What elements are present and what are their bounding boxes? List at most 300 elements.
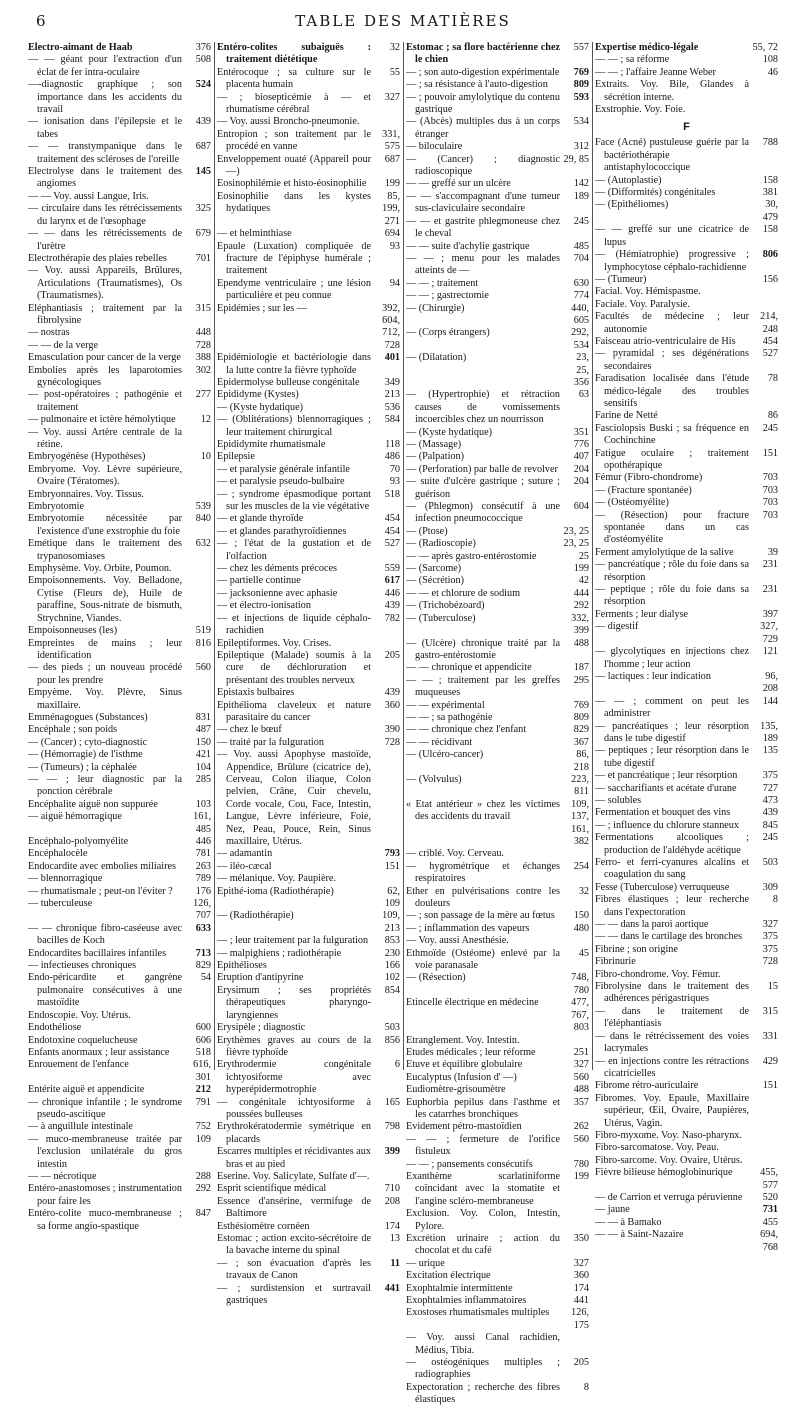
index-entry <box>217 526 400 538</box>
entry-pages: 704 <box>573 252 589 264</box>
entry-pages: 126, 707 <box>193 898 211 922</box>
entry-text: — nostras <box>28 327 70 339</box>
index-entry <box>406 389 589 426</box>
index-entry <box>217 178 400 190</box>
entry-text: — peptique ; rôle du foie dans sa résorption <box>595 584 749 608</box>
entry-pages: 23, 25, 356 <box>573 352 589 388</box>
entry-pages: 557 <box>573 42 589 53</box>
index-entry <box>595 497 778 509</box>
index-entry <box>595 336 778 348</box>
entry-pages: 397 <box>762 608 778 620</box>
entry-pages: 392, 604, 712, 728 <box>382 302 400 351</box>
index-entry <box>28 427 211 452</box>
entry-pages: 713 <box>195 947 211 959</box>
index-entry <box>595 137 778 174</box>
index-entry <box>595 299 778 311</box>
index-entry <box>406 662 589 674</box>
entry-pages: 518 <box>195 1046 211 1058</box>
entry-text: — — à Bamako <box>595 1216 662 1228</box>
entry-pages: 302 <box>195 364 211 376</box>
entry-text: — (Fracture spontanée) <box>595 484 692 496</box>
entry-text: Faradisation localisée dans l'étude médico-légale des troubles sensitifs <box>595 373 749 409</box>
entry-pages: 853 <box>384 935 400 947</box>
index-entry <box>28 352 211 364</box>
entry-pages: 360 <box>384 699 400 711</box>
entry-text: Erythrodermie congénitale ichtyosiforme avec hyperépidermotrophie <box>217 1059 371 1096</box>
entry-text: — glycolytiques en injections chez l'homme ; leur action <box>595 646 749 670</box>
index-entry <box>217 414 400 439</box>
entry-text: — (Sarcome) <box>406 563 462 575</box>
entry-text: — circulaire dans les rétrécissements du larynx et de l'œsophage <box>28 203 182 227</box>
entry-text: Entéro-colites subaiguës : traitement diététique <box>217 42 371 66</box>
entry-text: Escarres multiples et récidivantes aux bras et au pied <box>217 1146 371 1170</box>
entry-text: — Voy. aussi Broncho-pneumonie. <box>217 116 360 128</box>
index-entry <box>28 575 211 625</box>
index-entry <box>28 1134 211 1171</box>
index-entry <box>217 241 400 278</box>
entry-pages: 85, 199, 271 <box>382 190 400 227</box>
index-entry <box>217 489 400 514</box>
entry-pages: 12 <box>200 414 211 426</box>
entry-text: — criblé. Voy. Cerveau. <box>406 848 504 860</box>
index-entry <box>595 224 778 249</box>
entry-text: Extraits. Voy. Bile, Glandes à sécrétion interne. <box>595 79 749 103</box>
entry-pages: 263 <box>195 860 211 872</box>
entry-text: — Voy. aussi Artère centrale de la rétine. <box>28 426 182 450</box>
entry-pages <box>185 191 211 203</box>
entry-text: Ferments ; leur dialyse <box>595 608 689 620</box>
entry-text: — — chronique fibro-caséeuse avec bacilles de Koch <box>28 922 182 947</box>
entry-pages: 327 <box>384 91 400 103</box>
index-entry <box>406 1307 589 1332</box>
entry-pages: 375 <box>762 770 778 782</box>
index-entry <box>406 1097 589 1122</box>
entry-text: Fémur (Fibro-chondrome) <box>595 472 703 484</box>
entry-pages: 212 <box>195 1084 211 1096</box>
entry-pages: 520 <box>762 1191 778 1203</box>
entry-pages: 254 <box>573 860 589 872</box>
entry-pages: 604 <box>573 501 589 513</box>
index-entry <box>406 1332 589 1357</box>
entry-pages: 165 <box>384 1096 400 1108</box>
entry-text: — (Ulcère) chronique traité par la gastro-entérostomie <box>406 637 560 661</box>
page-header <box>28 8 778 34</box>
entry-pages: 780 <box>573 1158 589 1170</box>
entry-pages: 315 <box>762 1005 778 1017</box>
entry-pages: 94 <box>389 277 400 289</box>
index-entry <box>28 972 211 1009</box>
entry-text: Fibrinurie <box>595 956 636 968</box>
entry-text: — (Hémorragie) de l'isthme <box>28 749 143 761</box>
entry-text: — et helminthiase <box>217 228 292 240</box>
index-entry <box>595 671 778 696</box>
index-entry <box>406 92 589 117</box>
index-entry <box>217 352 400 377</box>
entry-text: Fermentation et bouquet des vins <box>595 807 731 819</box>
index-entry <box>595 969 778 981</box>
entry-pages: 46 <box>767 66 778 78</box>
entry-pages: 174 <box>384 1220 400 1232</box>
index-entry <box>595 286 778 298</box>
entry-text: — — ; pansements consécutifs <box>406 1158 533 1170</box>
index-entry <box>217 1258 400 1283</box>
entry-pages: 679 <box>195 228 211 240</box>
index-entry <box>595 1142 778 1154</box>
index-entry <box>595 882 778 894</box>
index-entry <box>28 762 211 774</box>
index-entry <box>28 1035 211 1047</box>
index-entry <box>595 1229 778 1254</box>
entry-text: — et paralysie pseudo-bulbaire <box>217 476 345 488</box>
entry-pages: 829 <box>573 724 589 736</box>
entry-pages: 62, 109 <box>384 885 400 910</box>
entry-pages: 845 <box>762 819 778 831</box>
entry-text: Ethmoïde (Ostéome) enlevé par la voie paranasale <box>406 947 560 972</box>
entry-text: — infectieuses chroniques <box>28 960 137 972</box>
entry-text: Embryotomie <box>28 501 85 513</box>
entry-pages: 701 <box>195 252 211 264</box>
index-entry <box>28 687 211 712</box>
entry-text: Evidement pétro-mastoïdien <box>406 1121 522 1133</box>
index-entry <box>28 563 211 575</box>
entry-pages <box>752 1142 778 1154</box>
entry-pages: 360 <box>573 1270 589 1282</box>
entry-pages: 161, 485 <box>193 811 211 835</box>
index-entry <box>406 1035 589 1047</box>
entry-pages: 135, 189 <box>760 720 778 744</box>
index-entry <box>217 687 400 699</box>
index-entry <box>217 389 400 401</box>
entry-pages: 54 <box>200 972 211 984</box>
entry-pages: 429 <box>762 1055 778 1067</box>
entry-text: Fibromes. Voy. Epaule, Maxillaire supérieur, Œil, Ovaire, Paupières, Utérus, Vagin. <box>595 1092 749 1129</box>
entry-pages: 791 <box>195 1096 211 1108</box>
entry-text: Eléphantiasis ; traitement par la fibrolysine <box>28 302 182 326</box>
index-entry <box>595 919 778 931</box>
index-entry <box>595 1167 778 1192</box>
entry-pages: 560 <box>195 662 211 674</box>
index-entry <box>595 1056 778 1081</box>
entry-pages: 205 <box>573 1357 589 1369</box>
entry-pages: 367 <box>573 736 589 748</box>
index-entry <box>217 1035 400 1060</box>
index-entry <box>217 42 400 67</box>
entry-pages <box>374 873 400 885</box>
index-entry <box>28 873 211 885</box>
entry-text: — (Radioscopie) <box>406 538 476 550</box>
entry-text: Fibro-chondrome. Voy. Fémur. <box>595 968 721 980</box>
entry-text: Exstrophie. Voy. Foie. <box>595 104 686 116</box>
index-entry <box>28 79 211 116</box>
entry-text: — — chronique et appendicite <box>406 662 532 674</box>
entry-pages <box>185 489 211 501</box>
index-entry <box>28 836 211 848</box>
entry-text: — à anguillule intestinale <box>28 1121 133 1133</box>
entry-pages: 8 <box>772 894 778 906</box>
index-entry <box>217 588 400 600</box>
index-entry <box>595 199 778 224</box>
entry-text: —-diagnostic graphique ; son importance dans les accidents du travail <box>28 79 182 116</box>
entry-pages: 454 <box>384 525 400 537</box>
entry-text: Epidermolyse bulleuse congénitale <box>217 376 360 388</box>
entry-text: Empoisonneuses (les) <box>28 625 118 637</box>
entry-text: — et électro-ionisation <box>217 600 311 612</box>
index-entry <box>595 274 778 286</box>
entry-text: — — suite d'achylie gastrique <box>406 240 530 252</box>
entry-text: Entropion ; son traitement par le procédé en vanne <box>217 128 371 153</box>
entry-text: — — chronique chez l'enfant <box>406 724 527 736</box>
entry-text: — et paralysie générale infantile <box>217 463 350 475</box>
entry-text: Electro-aimant de Haab <box>28 42 133 53</box>
entry-text: Eserine. Voy. Salicylate, Sulfate d'—. <box>217 1170 370 1182</box>
entry-text: Fibro-myxome. Voy. Naso-pharynx. <box>595 1129 742 1141</box>
entry-pages: 245 <box>573 215 589 227</box>
entry-pages <box>374 116 400 128</box>
entry-text: — dans le traitement de l'éléphantiasis <box>595 1005 749 1030</box>
entry-text: Electrothérapie des plaies rebelles <box>28 252 167 264</box>
index-entry <box>28 42 211 54</box>
index-entry <box>217 154 400 179</box>
index-entry <box>595 783 778 795</box>
entry-pages: 781 <box>195 848 211 860</box>
entry-text: Esthésiomètre cornéen <box>217 1220 310 1232</box>
index-entry <box>595 79 778 104</box>
column-divider <box>214 42 215 1070</box>
index-entry <box>28 538 211 563</box>
index-entry <box>406 551 589 563</box>
entry-pages <box>185 1010 211 1022</box>
entry-text: Embryogénèse (Hypothèses) <box>28 451 146 463</box>
index-entry <box>595 944 778 956</box>
index-entry <box>28 327 211 339</box>
index-entry <box>406 848 589 860</box>
index-entry <box>406 1357 589 1382</box>
entry-pages: 710 <box>384 1183 400 1195</box>
index-entry <box>217 972 400 984</box>
entry-text: — — ; traitement <box>406 277 479 289</box>
entry-text: Embryotomie nécessitée par l'existence d'une exstrophie du foie <box>28 513 182 537</box>
entry-text: — ; son évacuation d'après les travaux de Canon <box>217 1257 371 1282</box>
entry-text: Eosinophilémie et histo-éosinophilie <box>217 178 367 190</box>
entry-text: Fatigue oculaire ; traitement opothérapique <box>595 447 749 471</box>
entry-text: Etincelle électrique en médecine <box>406 997 539 1009</box>
index-entry <box>217 1171 400 1183</box>
entry-pages: 728 <box>195 339 211 351</box>
index-entry <box>217 278 400 303</box>
entry-text: — ionisation dans l'épilepsie et le tabes <box>28 116 182 140</box>
entry-pages: 327 <box>573 1257 589 1269</box>
entry-pages: 166 <box>384 960 400 972</box>
entry-text: Essence d'ansérine, vermifuge de Baltimore <box>217 1195 371 1220</box>
entry-pages: 485 <box>573 240 589 252</box>
entry-text: Fasciolopsis Buski ; sa fréquence en Cochinchine <box>595 422 749 447</box>
index-entry <box>406 1159 589 1171</box>
entry-pages: 375 <box>762 943 778 955</box>
entry-text: Epaule (Luxation) compliquée de fracture de l'épiphyse humérale ; traitement <box>217 240 371 277</box>
entry-text: Erythrokératodermie symétrique en placards <box>217 1121 371 1145</box>
entry-pages: 518 <box>384 488 400 500</box>
entry-text: — — ; gastrectomie <box>406 290 489 302</box>
index-entry <box>406 1295 589 1307</box>
index-entry <box>28 799 211 811</box>
index-entry <box>28 489 211 501</box>
index-entry <box>406 737 589 749</box>
entry-pages: 10 <box>200 451 211 463</box>
index-entry <box>217 1183 400 1195</box>
entry-text: Epithé-ioma (Radiothérapie) <box>217 885 334 897</box>
entry-text: — Voy. aussi Apophyse mastoïde, Appendice, Brûlure (cicatrice de), Cerveau, Colon iliaque, Colon pelvien, Crâne, Cuir chevelu, Corde vocale, Cou, Face, Intestin, Langue, Lèvre inférieure, Foie, Nez, Peau, Pouce, Rein, Sinus maxillaire, Utérus. <box>217 749 371 847</box>
entry-text: — peptiques ; leur résorption dans le tube digestif <box>595 745 749 769</box>
entry-pages: 439 <box>195 116 211 128</box>
entry-text: — (Chirurgie) <box>406 302 465 314</box>
entry-text: Face (Acné) pustuleuse guérie par la bactériothérapie antistaphylococcique <box>595 137 749 174</box>
entry-text: — (Abcès) multiples dus à un corps étranger <box>406 116 560 140</box>
entry-pages: 187 <box>573 662 589 674</box>
index-entry <box>406 923 589 935</box>
entry-text: — ; pouvoir amylolytique du contenu gastrique <box>406 91 560 116</box>
index-entry <box>28 625 211 637</box>
index-entry <box>28 513 211 538</box>
entry-pages: 782 <box>384 612 400 624</box>
index-entry <box>406 538 589 550</box>
index-entry <box>406 935 589 947</box>
entry-pages: 103 <box>195 798 211 810</box>
entry-text: Epidémies ; sur les — <box>217 302 307 314</box>
entry-pages: 508 <box>195 54 211 66</box>
entry-pages: 108 <box>762 54 778 66</box>
index-entry <box>406 501 589 526</box>
entry-pages: 230 <box>384 947 400 959</box>
entry-pages: 151 <box>384 860 400 872</box>
entry-pages: 245 <box>762 422 778 434</box>
index-entry <box>217 873 400 885</box>
index-entry <box>217 1022 400 1034</box>
entry-text: Etranglement. Voy. Intestin. <box>406 1034 520 1046</box>
index-column-1 <box>28 42 211 1232</box>
entry-pages: 145 <box>195 166 211 178</box>
index-entry <box>595 857 778 882</box>
index-entry <box>595 807 778 819</box>
entry-pages: 703 <box>762 509 778 521</box>
entry-text: Endoscopie. Voy. Utérus. <box>28 1009 131 1021</box>
index-entry <box>28 54 211 79</box>
entry-text: — blennorragique <box>28 873 103 885</box>
index-entry <box>28 774 211 799</box>
entry-text: — — à Saint-Nazaire <box>595 1229 684 1241</box>
entry-pages: 39 <box>767 546 778 558</box>
entry-text: Eosinophilie dans les kystes hydatiques <box>217 190 371 215</box>
entry-pages: 703 <box>762 472 778 484</box>
entry-text: Encéphalo-polyomyélite <box>28 836 129 847</box>
entry-text: Exclusion. Voy. Colon, Intestin, Pylore. <box>406 1208 560 1232</box>
entry-text: Faciale. Voy. Paralysie. <box>595 298 690 310</box>
index-entry <box>217 1221 400 1233</box>
entry-pages: 292, 534 <box>571 327 589 351</box>
index-entry <box>217 116 400 128</box>
index-entry <box>595 1217 778 1229</box>
entry-pages: 439 <box>384 687 400 699</box>
entry-text: Ferment amylolytique de la salive <box>595 546 734 558</box>
index-entry <box>406 638 589 663</box>
entry-pages: 600 <box>195 1022 211 1034</box>
index-column-4 <box>595 42 778 1253</box>
entry-pages: 831 <box>195 711 211 723</box>
entry-pages: 151 <box>762 1080 778 1092</box>
entry-text: Empreintes de mains ; leur identification <box>28 637 182 661</box>
entry-text: — (Tuberculose) <box>406 612 476 624</box>
index-entry <box>28 166 211 191</box>
entry-text: — (Résection) pour fracture spontanée dans un cas d'ostéomyélite <box>595 509 749 546</box>
entry-text: — — dans le cartilage des bronches <box>595 931 743 943</box>
entry-pages: 351 <box>573 426 589 438</box>
index-entry <box>28 1097 211 1122</box>
index-entry <box>217 476 400 488</box>
index-entry <box>595 485 778 497</box>
entry-pages: 560 <box>573 1071 589 1083</box>
entry-pages: 441 <box>384 1282 400 1294</box>
entry-pages: 350 <box>573 1233 589 1244</box>
entry-pages: 477, 767, 803 <box>571 997 589 1034</box>
entry-text: — des pieds ; un nouveau procédé pour les prendre <box>28 662 182 686</box>
entry-pages: 381 <box>762 187 778 199</box>
entry-text: Endothéliose <box>28 1022 82 1034</box>
entry-text: — muco-membraneuse traitée par l'exclusion unilatérale du gros intestin <box>28 1133 182 1170</box>
index-entry <box>595 1031 778 1056</box>
index-entry <box>406 675 589 700</box>
index-entry <box>406 253 589 278</box>
index-entry <box>595 981 778 1006</box>
index-column-3 <box>406 42 589 1406</box>
entry-text: — — ; comment on peut les administrer <box>595 695 749 720</box>
entry-text: Endocardites bacillaires infantiles <box>28 947 167 959</box>
entry-text: Erysipèle ; diagnostic <box>217 1022 306 1034</box>
entry-pages: 262 <box>573 1121 589 1133</box>
entry-text: Eruption d'antipyrine <box>217 972 304 984</box>
index-entry <box>217 700 400 725</box>
entry-text: — Voy. aussi Appareils, Brûlures, Articulations (Traumatismes), Os (Traumatismes). <box>28 265 182 302</box>
entry-text: Endo-péricardite et gangrène pulmonaire consécutives à une mastoïdite <box>28 972 182 1009</box>
index-entry <box>406 154 589 179</box>
entry-text: — — nécrotique <box>28 1170 97 1182</box>
index-entry <box>595 1204 778 1216</box>
entry-text: Exophtalmies inflammatoires <box>406 1295 527 1307</box>
column-divider <box>403 42 404 1070</box>
entry-text: Farine de Netté <box>595 410 658 422</box>
index-entry <box>595 584 778 609</box>
index-entry <box>595 348 778 373</box>
entry-text: Erythèmes graves au cours de la fièvre typhoïde <box>217 1034 371 1058</box>
entry-pages: 251 <box>573 1046 589 1058</box>
entry-pages: 774 <box>573 290 589 302</box>
index-entry <box>406 191 589 216</box>
entry-pages: 727 <box>762 782 778 794</box>
index-entry <box>28 1084 211 1096</box>
entry-pages: 8 <box>583 1381 589 1393</box>
page-number: 6 <box>36 12 46 30</box>
entry-pages: 231 <box>762 559 778 571</box>
entry-pages: 199 <box>573 563 589 575</box>
index-entry <box>595 832 778 857</box>
index-entry <box>28 1059 211 1084</box>
index-entry <box>28 662 211 687</box>
entry-text: — hygrométrique et échanges respiratoires <box>406 860 560 885</box>
entry-pages <box>563 1035 589 1047</box>
index-entry <box>595 696 778 721</box>
entry-text: Eucalyptus (Infusion d' —) <box>406 1071 517 1083</box>
index-entry <box>406 464 589 476</box>
index-entry <box>28 389 211 414</box>
index-entry <box>406 352 589 389</box>
